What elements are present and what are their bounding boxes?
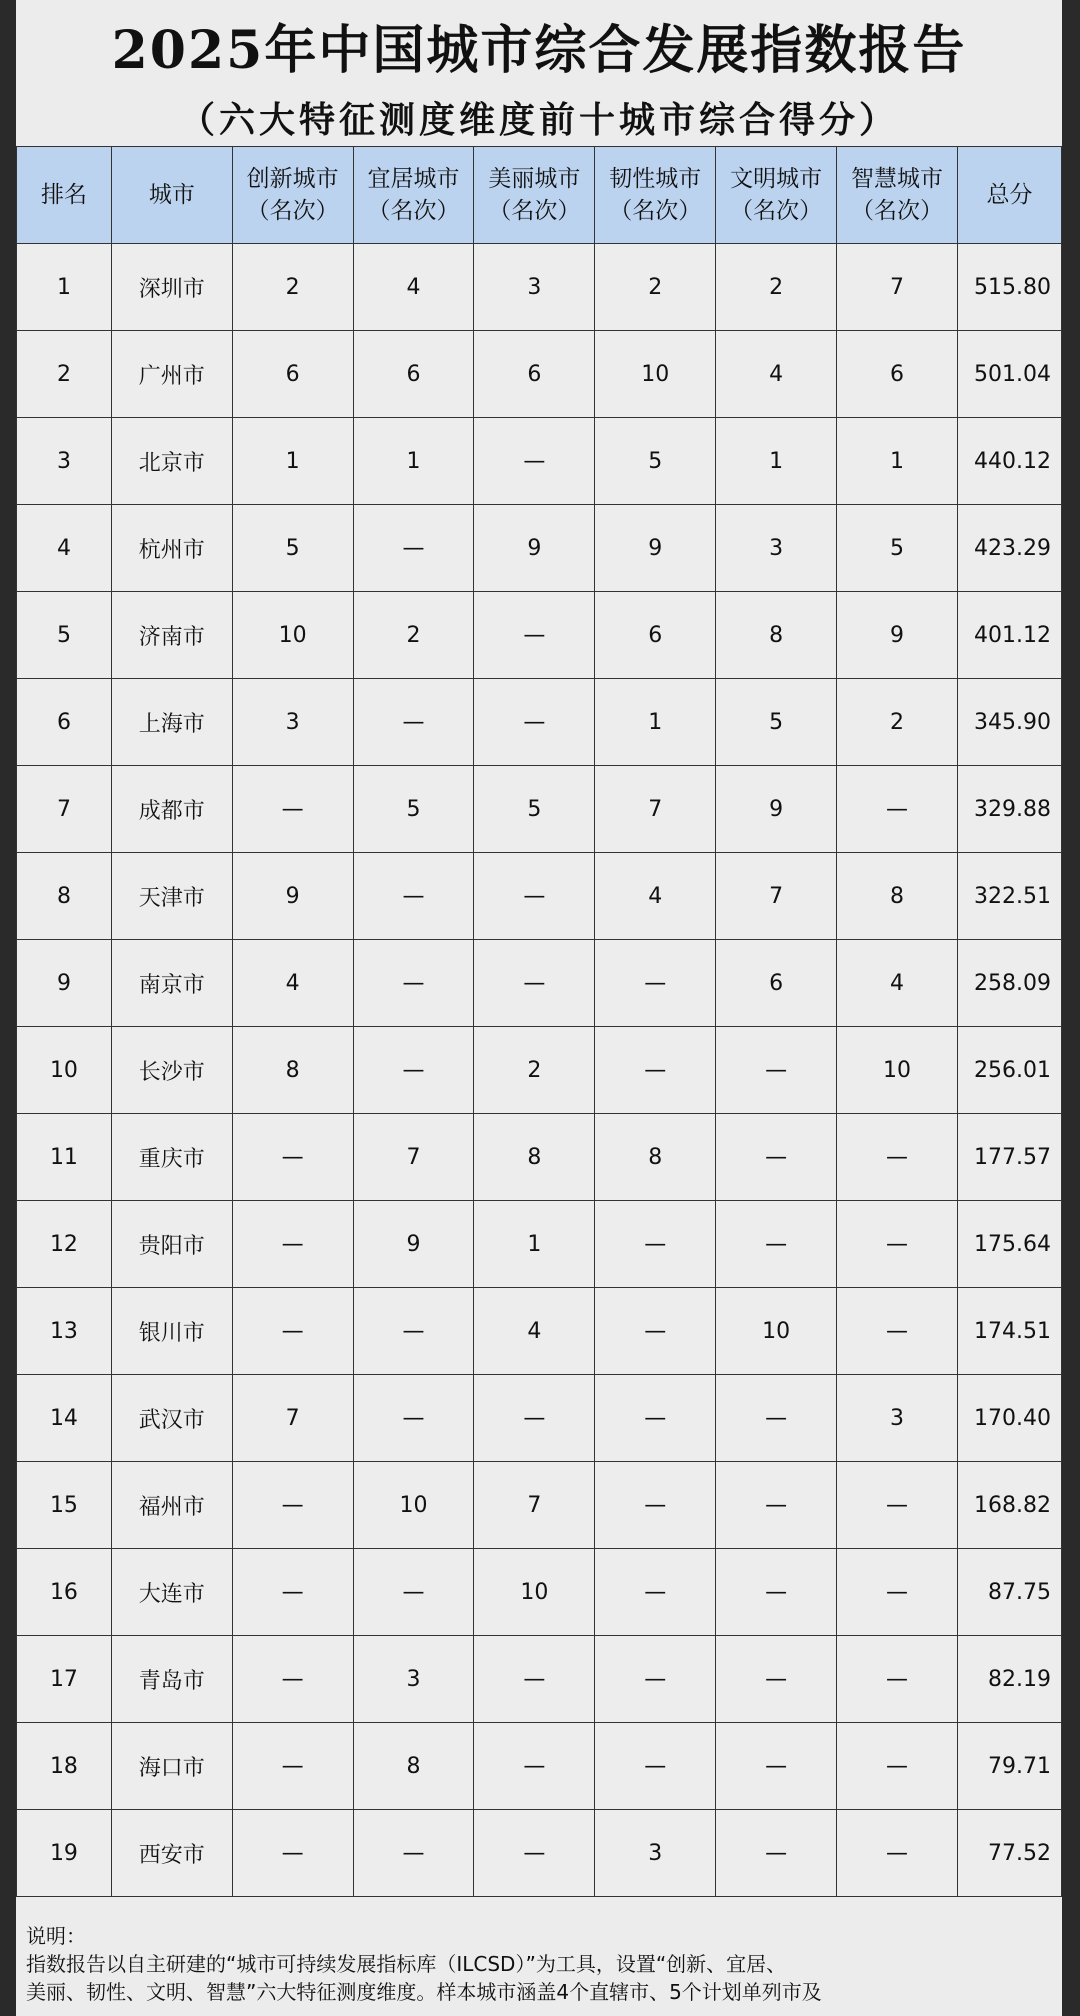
total-score-cell: 322.51 (957, 853, 1061, 940)
rank-cell: 2 (17, 331, 112, 418)
innovation-rank-cell: — (232, 1636, 353, 1723)
table-row (17, 331, 1062, 418)
livable-rank-cell: 7 (353, 1114, 474, 1201)
total-score-cell: 77.52 (957, 1810, 1061, 1897)
resilient-rank-cell: 3 (595, 1810, 716, 1897)
livable-rank-cell: 1 (353, 418, 474, 505)
city-cell: 长沙市 (111, 1027, 232, 1114)
table-row (17, 1201, 1062, 1288)
rank-cell: 6 (17, 679, 112, 766)
beautiful-rank-cell: — (474, 940, 595, 1027)
resilient-rank-cell: — (595, 1375, 716, 1462)
civilized-rank-cell: — (716, 1723, 837, 1810)
civilized-rank-cell: 6 (716, 940, 837, 1027)
innovation-rank-cell: 1 (232, 418, 353, 505)
beautiful-rank-cell: 7 (474, 1462, 595, 1549)
beautiful-rank-cell: — (474, 679, 595, 766)
livable-rank-cell: — (353, 940, 474, 1027)
beautiful-rank-cell: — (474, 1636, 595, 1723)
rank-cell: 5 (17, 592, 112, 679)
smart-rank-cell: 9 (837, 592, 958, 679)
table-row (17, 853, 1062, 940)
smart-rank-cell: 2 (837, 679, 958, 766)
civilized-rank-cell: 7 (716, 853, 837, 940)
rank-cell: 13 (17, 1288, 112, 1375)
report-page (16, 0, 1062, 2016)
innovation-rank-cell: — (232, 1462, 353, 1549)
innovation-rank-cell: — (232, 1549, 353, 1636)
livable-rank-cell: 5 (353, 766, 474, 853)
notes-heading: 说明： (26, 1924, 86, 1948)
column-header-sublabel: （名次） (730, 198, 823, 224)
total-score-cell: 168.82 (957, 1462, 1061, 1549)
total-score-cell: 79.71 (957, 1723, 1061, 1810)
city-cell: 青岛市 (111, 1636, 232, 1723)
table-body (17, 244, 1062, 1897)
table-row (17, 244, 1062, 331)
innovation-rank-cell: — (232, 1723, 353, 1810)
column-header-label: 城市 (148, 182, 195, 208)
column-header-label: 美丽城市 (488, 166, 581, 192)
smart-rank-cell: — (837, 1636, 958, 1723)
city-cell: 广州市 (111, 331, 232, 418)
total-score-cell: 174.51 (957, 1288, 1061, 1375)
resilient-rank-cell: 5 (595, 418, 716, 505)
livable-rank-cell: 10 (353, 1462, 474, 1549)
table-header (17, 147, 1062, 244)
livable-rank-cell: — (353, 1027, 474, 1114)
beautiful-rank-cell: 5 (474, 766, 595, 853)
table-row (17, 679, 1062, 766)
notes-line-2: 美丽、韧性、文明、智慧”六大特征测度维度。样本城市涵盖4个直辖市、5个计划单列市及 (26, 1980, 822, 2004)
livable-rank-cell: — (353, 853, 474, 940)
total-score-cell: 82.19 (957, 1636, 1061, 1723)
total-score-cell: 423.29 (957, 505, 1061, 592)
resilient-rank-cell: 9 (595, 505, 716, 592)
smart-rank-cell: — (837, 1723, 958, 1810)
rank-cell: 19 (17, 1810, 112, 1897)
city-cell: 西安市 (111, 1810, 232, 1897)
rank-cell: 10 (17, 1027, 112, 1114)
resilient-rank-cell: — (595, 940, 716, 1027)
civilized-rank-cell: — (716, 1375, 837, 1462)
innovation-rank-cell: 10 (232, 592, 353, 679)
table-row (17, 1636, 1062, 1723)
table-row (17, 1549, 1062, 1636)
innovation-rank-cell: — (232, 1288, 353, 1375)
notes-line-1: 指数报告以自主研建的“城市可持续发展指标库（ILCSD）”为工具，设置“创新、宜居、 (26, 1952, 787, 1976)
smart-rank-cell: 6 (837, 331, 958, 418)
total-score-cell: 170.40 (957, 1375, 1061, 1462)
resilient-rank-cell: — (595, 1288, 716, 1375)
column-header (232, 147, 353, 244)
total-score-cell: 515.80 (957, 244, 1061, 331)
header-row (17, 147, 1062, 244)
rank-cell: 8 (17, 853, 112, 940)
livable-rank-cell: — (353, 505, 474, 592)
city-cell: 大连市 (111, 1549, 232, 1636)
livable-rank-cell: — (353, 679, 474, 766)
beautiful-rank-cell: 4 (474, 1288, 595, 1375)
column-header-label: 创新城市 (246, 166, 339, 192)
total-score-cell: 401.12 (957, 592, 1061, 679)
city-cell: 重庆市 (111, 1114, 232, 1201)
column-header (111, 147, 232, 244)
column-header (353, 147, 474, 244)
civilized-rank-cell: — (716, 1810, 837, 1897)
city-cell: 福州市 (111, 1462, 232, 1549)
column-header-sublabel: （名次） (367, 198, 460, 224)
column-header-sublabel: （名次） (488, 198, 581, 224)
column-header-label: 宜居城市 (367, 166, 460, 192)
resilient-rank-cell: 10 (595, 331, 716, 418)
smart-rank-cell: — (837, 1810, 958, 1897)
total-score-cell: 87.75 (957, 1549, 1061, 1636)
column-header (474, 147, 595, 244)
table-row (17, 1288, 1062, 1375)
beautiful-rank-cell: 8 (474, 1114, 595, 1201)
total-score-cell: 440.12 (957, 418, 1061, 505)
smart-rank-cell: 5 (837, 505, 958, 592)
beautiful-rank-cell: 9 (474, 505, 595, 592)
city-cell: 天津市 (111, 853, 232, 940)
rank-cell: 1 (17, 244, 112, 331)
innovation-rank-cell: — (232, 1810, 353, 1897)
report-title: 2025年中国城市综合发展指数报告 (111, 20, 967, 81)
civilized-rank-cell: 5 (716, 679, 837, 766)
rank-cell: 16 (17, 1549, 112, 1636)
civilized-rank-cell: 1 (716, 418, 837, 505)
smart-rank-cell: — (837, 1288, 958, 1375)
resilient-rank-cell: 4 (595, 853, 716, 940)
table-row (17, 1810, 1062, 1897)
column-header-label: 总分 (986, 182, 1033, 208)
column-header-sublabel: （名次） (246, 198, 339, 224)
resilient-rank-cell: 1 (595, 679, 716, 766)
column-header-sublabel: （名次） (851, 198, 944, 224)
table-row (17, 1723, 1062, 1810)
rank-cell: 4 (17, 505, 112, 592)
civilized-rank-cell: 8 (716, 592, 837, 679)
smart-rank-cell: 10 (837, 1027, 958, 1114)
total-score-cell: 177.57 (957, 1114, 1061, 1201)
notes-section (26, 1922, 1056, 2006)
column-header-label: 智慧城市 (851, 166, 944, 192)
city-cell: 济南市 (111, 592, 232, 679)
smart-rank-cell: 1 (837, 418, 958, 505)
innovation-rank-cell: 9 (232, 853, 353, 940)
smart-rank-cell: — (837, 1549, 958, 1636)
livable-rank-cell: 8 (353, 1723, 474, 1810)
city-cell: 成都市 (111, 766, 232, 853)
beautiful-rank-cell: — (474, 418, 595, 505)
beautiful-rank-cell: 6 (474, 331, 595, 418)
city-cell: 海口市 (111, 1723, 232, 1810)
livable-rank-cell: 4 (353, 244, 474, 331)
rank-cell: 3 (17, 418, 112, 505)
smart-rank-cell: — (837, 1462, 958, 1549)
table-row (17, 505, 1062, 592)
innovation-rank-cell: 7 (232, 1375, 353, 1462)
civilized-rank-cell: — (716, 1549, 837, 1636)
rank-cell: 12 (17, 1201, 112, 1288)
civilized-rank-cell: 2 (716, 244, 837, 331)
smart-rank-cell: — (837, 766, 958, 853)
innovation-rank-cell: — (232, 1201, 353, 1288)
table-row (17, 1462, 1062, 1549)
rank-cell: 9 (17, 940, 112, 1027)
innovation-rank-cell: 4 (232, 940, 353, 1027)
resilient-rank-cell: — (595, 1549, 716, 1636)
beautiful-rank-cell: 1 (474, 1201, 595, 1288)
innovation-rank-cell: 8 (232, 1027, 353, 1114)
rank-cell: 15 (17, 1462, 112, 1549)
civilized-rank-cell: — (716, 1636, 837, 1723)
resilient-rank-cell: — (595, 1201, 716, 1288)
innovation-rank-cell: 2 (232, 244, 353, 331)
city-cell: 银川市 (111, 1288, 232, 1375)
civilized-rank-cell: 4 (716, 331, 837, 418)
column-header (957, 147, 1061, 244)
resilient-rank-cell: 7 (595, 766, 716, 853)
column-header-label: 韧性城市 (609, 166, 702, 192)
table-row (17, 1375, 1062, 1462)
table-row (17, 940, 1062, 1027)
beautiful-rank-cell: — (474, 592, 595, 679)
livable-rank-cell: — (353, 1288, 474, 1375)
smart-rank-cell: 8 (837, 853, 958, 940)
total-score-cell: 256.01 (957, 1027, 1061, 1114)
civilized-rank-cell: — (716, 1201, 837, 1288)
city-cell: 北京市 (111, 418, 232, 505)
smart-rank-cell: — (837, 1114, 958, 1201)
resilient-rank-cell: — (595, 1027, 716, 1114)
beautiful-rank-cell: 3 (474, 244, 595, 331)
table-row (17, 1114, 1062, 1201)
resilient-rank-cell: — (595, 1636, 716, 1723)
rank-cell: 14 (17, 1375, 112, 1462)
innovation-rank-cell: 5 (232, 505, 353, 592)
rank-cell: 11 (17, 1114, 112, 1201)
innovation-rank-cell: — (232, 766, 353, 853)
livable-rank-cell: 2 (353, 592, 474, 679)
beautiful-rank-cell: — (474, 853, 595, 940)
civilized-rank-cell: 3 (716, 505, 837, 592)
livable-rank-cell: — (353, 1810, 474, 1897)
resilient-rank-cell: 6 (595, 592, 716, 679)
smart-rank-cell: 7 (837, 244, 958, 331)
column-header-label: 文明城市 (730, 166, 823, 192)
table-row (17, 418, 1062, 505)
livable-rank-cell: — (353, 1549, 474, 1636)
column-header (837, 147, 958, 244)
city-cell: 南京市 (111, 940, 232, 1027)
smart-rank-cell: 3 (837, 1375, 958, 1462)
livable-rank-cell: — (353, 1375, 474, 1462)
livable-rank-cell: 3 (353, 1636, 474, 1723)
innovation-rank-cell: 3 (232, 679, 353, 766)
city-cell: 杭州市 (111, 505, 232, 592)
resilient-rank-cell: — (595, 1723, 716, 1810)
livable-rank-cell: 6 (353, 331, 474, 418)
civilized-rank-cell: — (716, 1027, 837, 1114)
city-cell: 贵阳市 (111, 1201, 232, 1288)
total-score-cell: 329.88 (957, 766, 1061, 853)
total-score-cell: 258.09 (957, 940, 1061, 1027)
total-score-cell: 345.90 (957, 679, 1061, 766)
report-subtitle: （六大特征测度维度前十城市综合得分） (178, 100, 899, 141)
column-header (595, 147, 716, 244)
beautiful-rank-cell: — (474, 1723, 595, 1810)
civilized-rank-cell: 9 (716, 766, 837, 853)
smart-rank-cell: 4 (837, 940, 958, 1027)
beautiful-rank-cell: 10 (474, 1549, 595, 1636)
beautiful-rank-cell: — (474, 1375, 595, 1462)
civilized-rank-cell: — (716, 1114, 837, 1201)
resilient-rank-cell: — (595, 1462, 716, 1549)
column-header-label: 排名 (40, 182, 87, 208)
table-row (17, 1027, 1062, 1114)
city-cell: 武汉市 (111, 1375, 232, 1462)
ranking-table (16, 146, 1062, 1897)
civilized-rank-cell: — (716, 1462, 837, 1549)
livable-rank-cell: 9 (353, 1201, 474, 1288)
table-row (17, 766, 1062, 853)
rank-cell: 18 (17, 1723, 112, 1810)
total-score-cell: 175.64 (957, 1201, 1061, 1288)
rank-cell: 7 (17, 766, 112, 853)
column-header (716, 147, 837, 244)
resilient-rank-cell: 8 (595, 1114, 716, 1201)
table-row (17, 592, 1062, 679)
rank-cell: 17 (17, 1636, 112, 1723)
resilient-rank-cell: 2 (595, 244, 716, 331)
innovation-rank-cell: 6 (232, 331, 353, 418)
beautiful-rank-cell: — (474, 1810, 595, 1897)
beautiful-rank-cell: 2 (474, 1027, 595, 1114)
city-cell: 深圳市 (111, 244, 232, 331)
smart-rank-cell: — (837, 1201, 958, 1288)
civilized-rank-cell: 10 (716, 1288, 837, 1375)
column-header (17, 147, 112, 244)
column-header-sublabel: （名次） (609, 198, 702, 224)
city-cell: 上海市 (111, 679, 232, 766)
total-score-cell: 501.04 (957, 331, 1061, 418)
innovation-rank-cell: — (232, 1114, 353, 1201)
